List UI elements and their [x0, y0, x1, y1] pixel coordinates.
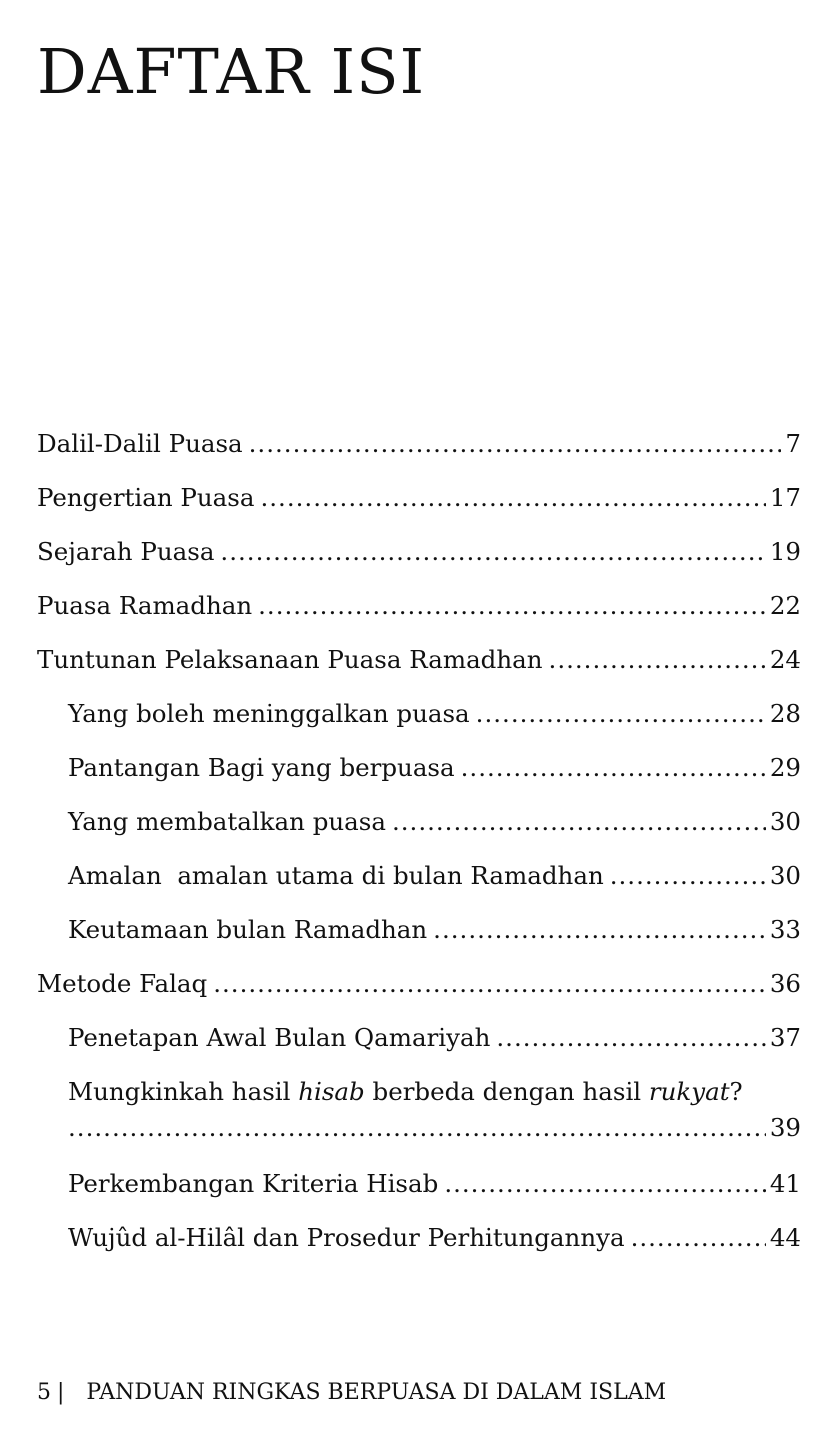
toc-dot-leader [461, 750, 766, 786]
toc-entry-page: 22 [769, 591, 801, 620]
toc-entry-pantangan[interactable] [37, 750, 801, 804]
toc-entry-page: 24 [769, 645, 801, 674]
toc-entry-page: 17 [769, 483, 801, 512]
toc-entry-page: 30 [769, 861, 801, 890]
toc-dot-leader [549, 642, 766, 678]
toc-dot-leader [220, 534, 765, 570]
toc-dot-leader [392, 804, 766, 840]
toc-entry-perkembangan-kriteria[interactable] [37, 1166, 801, 1220]
toc-entry-page: 29 [769, 753, 801, 782]
toc-entry-title: Sejarah Puasa [37, 534, 220, 570]
toc-entry-title: Yang membatalkan puasa [68, 804, 392, 840]
toc-entry-yang-boleh-meninggalkan[interactable] [37, 696, 801, 750]
toc-entry-page: 19 [769, 537, 801, 566]
toc-entry-title: Wujûd al-Hilâl dan Prosedur Perhitungannya [68, 1220, 631, 1256]
toc-entry-page: 44 [769, 1223, 801, 1252]
toc-entry-page: 33 [769, 915, 801, 944]
toc-entry-amalan-utama[interactable] [37, 858, 801, 912]
page-footer [37, 1376, 666, 1410]
toc-entry-page: 36 [769, 969, 801, 998]
toc-entry-mungkinkah-hasil-hisab[interactable] [37, 1074, 801, 1166]
toc-entry-title: Metode Falaq [37, 966, 213, 1002]
toc-dot-leader [631, 1220, 766, 1256]
table-of-contents [37, 426, 801, 1274]
toc-entry-page: 37 [769, 1023, 801, 1052]
toc-entry-title: Yang boleh meninggalkan puasa [68, 696, 476, 732]
toc-entry-title: Puasa Ramadhan [37, 588, 258, 624]
toc-entry-page: 41 [769, 1169, 801, 1198]
toc-entry-dalil-dalil-puasa[interactable] [37, 426, 801, 480]
toc-dot-leader [213, 966, 766, 1002]
toc-entry-pengertian-puasa[interactable] [37, 480, 801, 534]
toc-entry-tuntunan-pelaksanaan[interactable] [37, 642, 801, 696]
toc-entry-keutamaan[interactable] [37, 912, 801, 966]
toc-entry-page: 7 [785, 429, 801, 458]
toc-dot-leader [496, 1020, 765, 1056]
toc-entry-page: 30 [769, 807, 801, 836]
toc-entry-page: 28 [769, 699, 801, 728]
toc-entry-puasa-ramadhan[interactable] [37, 588, 801, 642]
toc-entry-metode-falaq[interactable] [37, 966, 801, 1020]
footer-separator: | [57, 1380, 65, 1405]
toc-dot-leader [476, 696, 766, 732]
footer-book-title: PANDUAN RINGKAS BERPUASA DI DALAM ISLAM [86, 1380, 667, 1405]
toc-dot-leader [68, 1110, 766, 1146]
toc-entry-title: Tuntunan Pelaksanaan Puasa Ramadhan [37, 642, 549, 678]
toc-entry-title: Pengertian Puasa [37, 480, 260, 516]
toc-entry-title: Mungkinkah hasil hisab berbeda dengan hasil rukyat? [68, 1077, 743, 1106]
toc-entry-title: Perkembangan Kriteria Hisab [68, 1166, 444, 1202]
toc-entry-title: Amalan amalan utama di bulan Ramadhan [68, 858, 610, 894]
toc-entry-title: Pantangan Bagi yang berpuasa [68, 750, 461, 786]
toc-entry-title: Keutamaan bulan Ramadhan [68, 912, 433, 948]
toc-dot-leader [444, 1166, 766, 1202]
toc-dot-leader [433, 912, 766, 948]
toc-entry-title: Penetapan Awal Bulan Qamariyah [68, 1020, 496, 1056]
toc-dot-leader [260, 480, 765, 516]
toc-entry-sejarah-puasa[interactable] [37, 534, 801, 588]
toc-entry-penetapan-awal-bulan[interactable] [37, 1020, 801, 1074]
page-title: DAFTAR ISI [37, 35, 426, 108]
toc-dot-leader [610, 858, 766, 894]
toc-entry-page: 39 [769, 1113, 801, 1142]
toc-entry-wujud-al-hilal[interactable] [37, 1220, 801, 1274]
toc-entry-title: Dalil-Dalil Puasa [37, 426, 249, 462]
toc-dot-leader [258, 588, 766, 624]
toc-entry-yang-membatalkan[interactable] [37, 804, 801, 858]
footer-page-number: 5 [37, 1380, 51, 1405]
toc-dot-leader [249, 426, 782, 462]
